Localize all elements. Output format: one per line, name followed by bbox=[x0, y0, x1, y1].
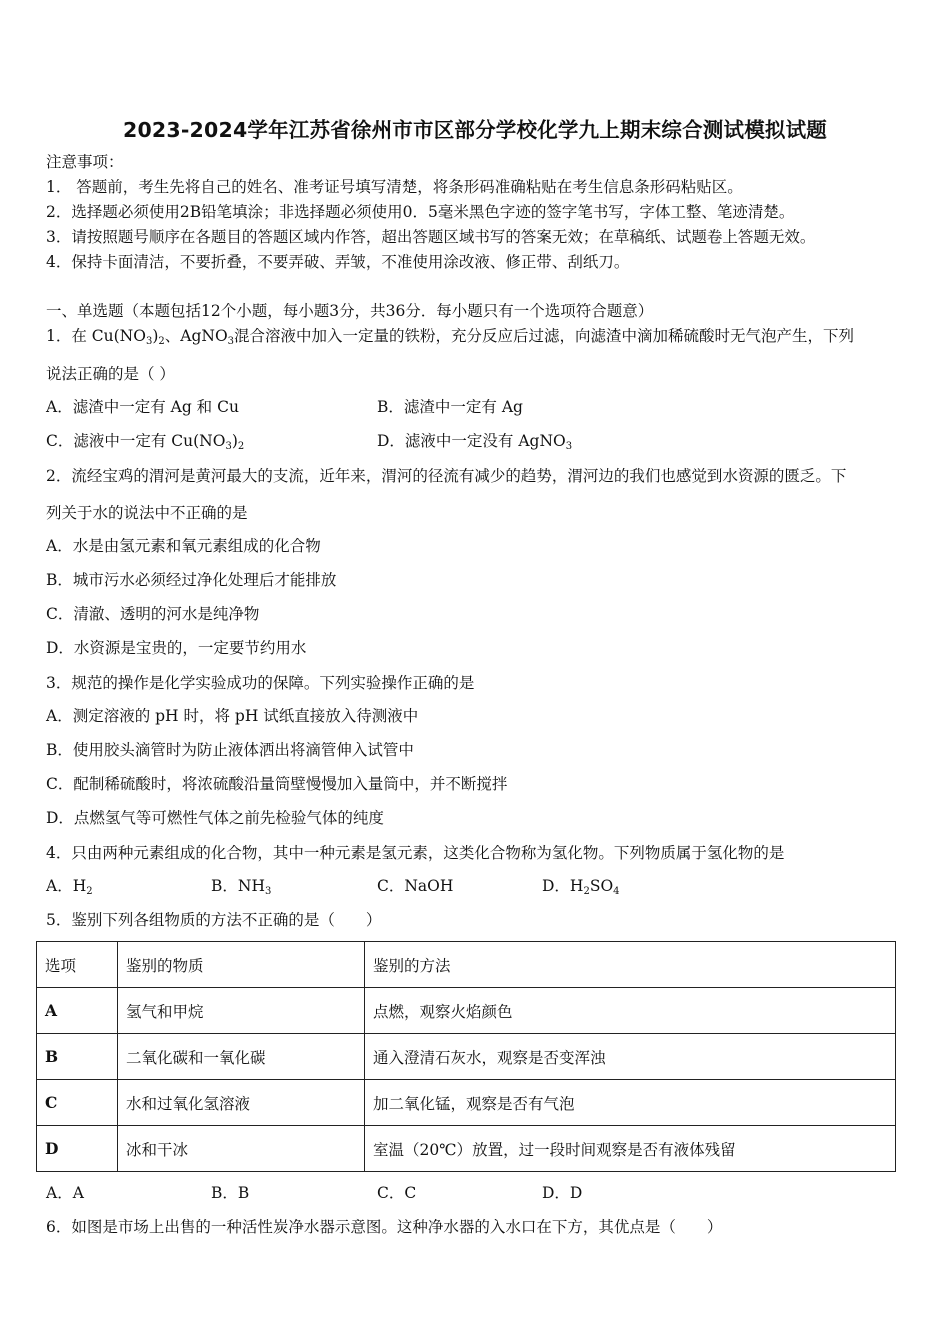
q4-option-b bbox=[211, 876, 271, 896]
q5-option-c: C．C bbox=[377, 1184, 417, 1202]
q1-sub: 2 bbox=[158, 336, 165, 347]
notice-item-2: 2．选择题必须使用2B铅笔填涂；非选择题必须使用0．5毫米黑色字迹的签字笔书写，字体工整、笔迹清楚。 bbox=[46, 203, 795, 221]
q1-option-c-sub: 3 bbox=[225, 441, 232, 452]
table-cell-substance: 冰和干冰 bbox=[118, 1126, 365, 1172]
table-cell-option: C bbox=[37, 1080, 118, 1126]
table-cell-method: 室温（20℃）放置，过一段时间观察是否有液体残留 bbox=[365, 1126, 896, 1172]
q1-option-d-sub: 3 bbox=[565, 441, 573, 452]
table-cell-method: 通入澄清石灰水，观察是否变浑浊 bbox=[365, 1034, 896, 1080]
q1-stem-part: 、AgNO bbox=[164, 327, 228, 345]
q4-option-b-sub: 3 bbox=[264, 886, 272, 897]
q4-stem: 4．只由两种元素组成的化合物，其中一种元素是氢元素，这类化合物称为氢化物。下列物质属于氢化物的是 bbox=[46, 844, 785, 862]
table-header-cell: 鉴别的方法 bbox=[365, 942, 896, 988]
q1-sub: 3 bbox=[227, 336, 235, 347]
q3-stem: 3．规范的操作是化学实验成功的保障。下列实验操作正确的是 bbox=[46, 674, 475, 692]
q5-stem: 5．鉴别下列各组物质的方法不正确的是（ ） bbox=[46, 911, 382, 929]
q2-option-b: B．城市污水必须经过净化处理后才能排放 bbox=[46, 571, 337, 589]
table-row bbox=[37, 1080, 896, 1126]
q3-option-a: A．测定溶液的 pH 时，将 pH 试纸直接放入待测液中 bbox=[46, 707, 419, 725]
table-header-cell: 选项 bbox=[37, 942, 118, 988]
q2-stem-line2: 列关于水的说法中不正确的是 bbox=[46, 504, 248, 522]
table-header-row bbox=[37, 942, 896, 988]
q5-table bbox=[36, 941, 896, 1172]
q4-option-d-sub: 2 bbox=[583, 886, 590, 897]
table-cell-substance: 水和过氧化氢溶液 bbox=[118, 1080, 365, 1126]
q4-option-a bbox=[46, 876, 93, 896]
q4-option-d-text: SO bbox=[589, 877, 614, 895]
q1-sub: 3 bbox=[145, 336, 153, 347]
q2-option-a: A．水是由氢元素和氧元素组成的化合物 bbox=[46, 537, 321, 555]
q2-option-d: D．水资源是宝贵的，一定要节约用水 bbox=[46, 639, 307, 657]
q1-option-b: B．滤渣中一定有 Ag bbox=[377, 398, 523, 416]
q1-option-d bbox=[377, 431, 572, 451]
notice-item-3: 3．请按照题号顺序在各题目的答题区域内作答，超出答题区域书写的答案无效；在草稿纸、试题卷上答题无效。 bbox=[46, 228, 816, 246]
q6-stem: 6．如图是市场上出售的一种活性炭净水器示意图。这种净水器的入水口在下方，其优点是（ ） bbox=[46, 1218, 723, 1236]
q1-stem-line2: 说法正确的是（ ） bbox=[46, 365, 175, 383]
section-heading: 一、单选题（本题包括12个小题，每小题3分，共36分．每小题只有一个选项符合题意） bbox=[46, 302, 654, 320]
page-title: 2023-2024学年江苏省徐州市市区部分学校化学九上期末综合测试模拟试题 bbox=[122, 118, 828, 142]
q4-option-d bbox=[542, 876, 620, 896]
q3-option-d: D．点燃氢气等可燃性气体之前先检验气体的纯度 bbox=[46, 809, 384, 827]
table-cell-substance: 二氧化碳和一氧化碳 bbox=[118, 1034, 365, 1080]
q4-option-a-sub: 2 bbox=[86, 886, 93, 897]
q4-option-a-text: A．H bbox=[46, 877, 87, 895]
q5-option-d: D．D bbox=[542, 1184, 583, 1202]
table-row bbox=[37, 1034, 896, 1080]
table-row bbox=[37, 988, 896, 1034]
table-cell-method: 加二氧化锰，观察是否有气泡 bbox=[365, 1080, 896, 1126]
q1-stem-part: 混合溶液中加入一定量的铁粉，充分反应后过滤，向滤渣中滴加稀硫酸时无气泡产生，下列 bbox=[234, 327, 855, 345]
q1-option-c bbox=[46, 431, 244, 451]
q1-option-d-text: D．滤液中一定没有 AgNO bbox=[377, 432, 566, 450]
q1-stem bbox=[46, 326, 854, 346]
q4-option-d-sub: 4 bbox=[613, 886, 620, 897]
q5-option-a: A．A bbox=[46, 1184, 84, 1202]
notice-heading: 注意事项： bbox=[46, 153, 124, 171]
q1-option-a: A．滤渣中一定有 Ag 和 Cu bbox=[46, 398, 239, 416]
table-cell-option: D bbox=[37, 1126, 118, 1172]
table-row bbox=[37, 1126, 896, 1172]
q4-option-b-text: B．NH bbox=[211, 877, 265, 895]
q1-stem-part: ) bbox=[152, 327, 159, 345]
q2-option-c: C．清澈、透明的河水是纯净物 bbox=[46, 605, 260, 623]
table-cell-option: B bbox=[37, 1034, 118, 1080]
notice-item-1: 1． 答题前，考生先将自己的姓名、准考证号填写清楚，将条形码准确粘贴在考生信息条形码粘贴区。 bbox=[46, 178, 743, 196]
q3-option-c: C．配制稀硫酸时，将浓硫酸沿量筒壁慢慢加入量筒中，并不断搅拌 bbox=[46, 775, 508, 793]
table-cell-method: 点燃，观察火焰颜色 bbox=[365, 988, 896, 1034]
q1-option-c-text: ) bbox=[231, 432, 238, 450]
table-header-cell: 鉴别的物质 bbox=[118, 942, 365, 988]
table-cell-substance: 氢气和甲烷 bbox=[118, 988, 365, 1034]
q5-option-b: B．B bbox=[211, 1184, 250, 1202]
q1-stem-part: 1．在 Cu(NO bbox=[46, 327, 146, 345]
q4-option-d-text: D．H bbox=[542, 877, 584, 895]
q4-option-c: C．NaOH bbox=[377, 877, 454, 895]
table-cell-option: A bbox=[37, 988, 118, 1034]
q2-stem-line1: 2．流经宝鸡的渭河是黄河最大的支流，近年来，渭河的径流有减少的趋势，渭河边的我们也感觉到水资源的匮乏。下 bbox=[46, 467, 847, 485]
notice-item-4: 4．保持卡面清洁，不要折叠，不要弄破、弄皱，不准使用涂改液、修正带、刮纸刀。 bbox=[46, 253, 630, 271]
q3-option-b: B．使用胶头滴管时为防止液体洒出将滴管伸入试管中 bbox=[46, 741, 414, 759]
q1-option-c-sub: 2 bbox=[237, 441, 245, 452]
q1-option-c-text: C．滤液中一定有 Cu(NO bbox=[46, 432, 226, 450]
